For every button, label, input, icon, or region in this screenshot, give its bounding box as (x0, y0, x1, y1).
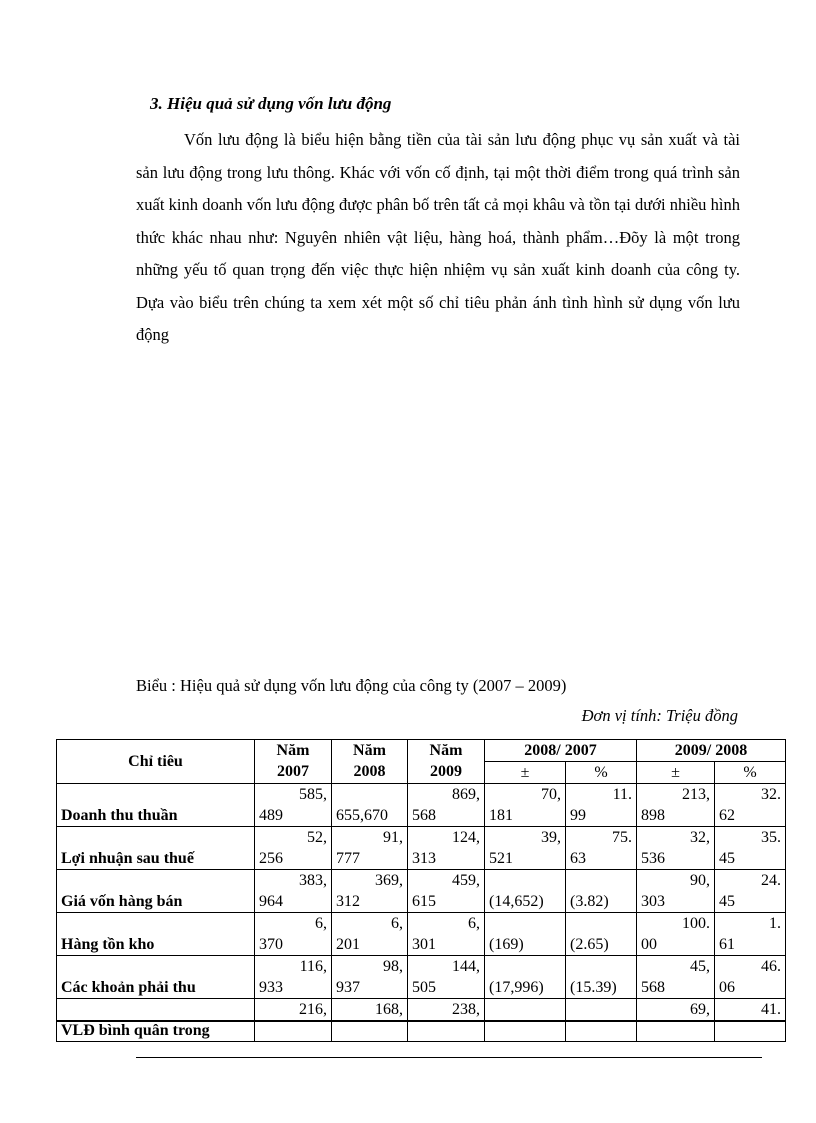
cell-line-2: 898 (641, 807, 666, 824)
cell-line-2: 256 (259, 850, 283, 867)
cell-line-2: 370 (259, 936, 283, 953)
cell-line-2: 505 (412, 979, 436, 996)
table-cell (408, 870, 485, 913)
cell-line-1: 75. (612, 829, 633, 846)
cell-line-2: (3.82) (570, 893, 609, 910)
cell-line-1: 41. (761, 1001, 782, 1018)
cell-line-2: 568 (641, 979, 666, 996)
table-cell (715, 913, 786, 956)
cell-line-2: (2.65) (570, 936, 609, 953)
cell-line-1: 6, (315, 915, 327, 932)
table-cell (485, 956, 566, 999)
row-label: VLĐ bình quân trong (57, 999, 255, 1042)
table-cell (332, 999, 408, 1042)
table-cell (255, 999, 332, 1042)
cell-line-2: (15.39) (570, 979, 617, 996)
header-compare-2009-2008: 2009/ 2008 (637, 740, 786, 762)
table-cell (637, 827, 715, 870)
row-label: Lợi nhuận sau thuế (57, 827, 255, 870)
table-cell (255, 913, 332, 956)
header-year-2007 (255, 740, 332, 784)
table-cell (715, 956, 786, 999)
table-cell (332, 913, 408, 956)
cell-line-2: 568 (412, 807, 436, 824)
table-cell (637, 870, 715, 913)
table-cell (332, 956, 408, 999)
header-year-2008 (332, 740, 408, 784)
table-cell (566, 913, 637, 956)
table-cell (332, 827, 408, 870)
cell-line-1: 69, (690, 1001, 711, 1018)
subheader-percent-1: % (566, 762, 637, 784)
table-cell (485, 784, 566, 827)
table-cell (637, 956, 715, 999)
cell-line-2 (570, 1020, 632, 1041)
cell-line-1 (570, 913, 632, 934)
header-compare-2008-2007: 2008/ 2007 (485, 740, 637, 762)
cell-line-1: 213, (682, 786, 711, 803)
table-cell (566, 956, 637, 999)
section-heading: 3. Hiệu quả sử dụng vốn lưu động (150, 94, 392, 113)
cell-line-1 (489, 870, 561, 891)
cell-line-2: 06 (719, 979, 736, 996)
footer-divider (136, 1057, 762, 1058)
cell-line-1: 585, (299, 786, 327, 803)
table-cell (408, 956, 485, 999)
cell-line-2: (17,996) (489, 979, 544, 996)
header-indicator: Chỉ tiêu (57, 740, 255, 784)
cell-line-1 (570, 870, 632, 891)
table-cell (485, 870, 566, 913)
table-caption: Biểu : Hiệu quả sử dụng vốn lưu động của công ty (2007 – 2009) (136, 676, 567, 695)
cell-line-2: 489 (259, 807, 283, 824)
table-cell (715, 827, 786, 870)
table-cell (408, 784, 485, 827)
cell-line-2 (719, 1020, 781, 1041)
cell-line-2: (14,652) (489, 893, 544, 910)
header-year-2009-value: 2009 (430, 763, 462, 780)
cell-line-2: 63 (570, 850, 586, 867)
unit-note: Đơn vị tính: Triệu đồng (581, 706, 738, 725)
cell-line-2: 536 (641, 850, 666, 867)
cell-line-2: 615 (412, 893, 436, 910)
cell-line-2 (412, 1020, 480, 1041)
cell-line-1: 100. (682, 915, 711, 932)
row-label: Giá vốn hàng bán (57, 870, 255, 913)
cell-line-1: 6, (468, 915, 480, 932)
table-cell (408, 999, 485, 1042)
table-cell (332, 870, 408, 913)
table-cell (408, 913, 485, 956)
cell-line-1 (489, 999, 561, 1020)
cell-line-1: 98, (383, 958, 403, 975)
cell-line-1: 11. (612, 786, 633, 803)
cell-line-2 (489, 1020, 561, 1041)
table-cell (715, 870, 786, 913)
cell-line-1: 32, (690, 829, 711, 846)
cell-line-2: 313 (412, 850, 436, 867)
cell-line-2: 62 (719, 807, 736, 824)
table-row (57, 956, 786, 999)
cell-line-2: 301 (412, 936, 436, 953)
cell-line-1: 1. (769, 915, 782, 932)
cell-line-1: 91, (383, 829, 403, 846)
cell-line-1: 144, (452, 958, 480, 975)
table-row (57, 913, 786, 956)
table-row (57, 870, 786, 913)
cell-line-2 (641, 1020, 710, 1041)
table-row (57, 827, 786, 870)
table-cell (408, 827, 485, 870)
cell-line-2: 937 (336, 979, 360, 996)
table-body (57, 784, 786, 1042)
cell-line-1 (489, 913, 561, 934)
cell-line-1 (336, 784, 403, 805)
cell-line-2: (169) (489, 936, 524, 953)
table-cell (255, 784, 332, 827)
table-cell (637, 999, 715, 1042)
cell-line-1: 216, (299, 1001, 327, 1018)
subheader-change-1: ± (485, 762, 566, 784)
header-year-2009-word: Năm (429, 742, 463, 759)
cell-line-1: 168, (375, 1001, 403, 1018)
cell-line-1 (570, 999, 632, 1020)
cell-line-1: 39, (541, 829, 561, 846)
row-label: Doanh thu thuần (57, 784, 255, 827)
cell-line-2: 933 (259, 979, 283, 996)
cell-line-2: 521 (489, 850, 513, 867)
subheader-percent-2: % (715, 762, 786, 784)
cell-line-2: 99 (570, 807, 586, 824)
cell-line-2 (259, 1020, 327, 1041)
cell-line-2: 45 (719, 893, 736, 910)
cell-line-2: 964 (259, 893, 283, 910)
header-year-2008-word: Năm (353, 742, 386, 759)
table-cell (485, 999, 566, 1042)
table-cell (637, 913, 715, 956)
cell-line-1: 459, (452, 872, 480, 889)
table-cell (566, 784, 637, 827)
cell-line-1: 6, (391, 915, 403, 932)
table-header-row (57, 740, 786, 762)
body-paragraph: Vốn lưu động là biểu hiện bằng tiền của tài sản lưu động phục vụ sản xuất và tài sản lưu động trong lưu thông. Khác với vốn cố định, tại một thời điểm trong quá trình sản xuất kinh doanh vốn lưu động được phân bố trên tất cả mọi khâu và tồn tại dưới nhiều hình thức khác nhau như: Nguyên nhiên vật liệu, hàng hoá, thành phẩm…Đõy là một trong những yếu tố quan trọng đến việc thực hiện nhiệm vụ sản xuất kinh doanh của công ty. Dựa vào biểu trên chúng ta xem xét một số chỉ tiêu phản ánh tình hình sử dụng vốn lưu động (136, 130, 740, 344)
efficiency-table-container (56, 739, 785, 1039)
row-label: Các khoản phải thu (57, 956, 255, 999)
header-year-2009 (408, 740, 485, 784)
cell-line-1: 24. (761, 872, 782, 889)
cell-line-1: 45, (690, 958, 711, 975)
table-cell (715, 784, 786, 827)
cell-line-2: 61 (719, 936, 736, 953)
cell-line-1: 383, (299, 872, 327, 889)
cell-line-1 (570, 956, 632, 977)
row-label: Hàng tồn kho (57, 913, 255, 956)
cell-line-1: 70, (541, 786, 561, 803)
cell-line-2: 181 (489, 807, 513, 824)
efficiency-table (56, 739, 786, 1042)
cell-line-2 (336, 1020, 403, 1041)
table-cell (485, 827, 566, 870)
cell-line-2: 201 (336, 936, 360, 953)
table-cell (485, 913, 566, 956)
cell-line-2: 45 (719, 850, 736, 867)
cell-line-1: 35. (761, 829, 782, 846)
cell-line-2: 303 (641, 893, 666, 910)
cell-line-1: 124, (452, 829, 480, 846)
table-cell (255, 827, 332, 870)
cell-line-2: 777 (336, 850, 360, 867)
table-cell (255, 870, 332, 913)
table-cell (566, 870, 637, 913)
table-cell (255, 956, 332, 999)
header-year-2008-value: 2008 (353, 763, 386, 780)
cell-line-1: 238, (452, 1001, 480, 1018)
cell-line-1 (489, 956, 561, 977)
header-year-2007-word: Năm (276, 742, 310, 759)
table-row (57, 784, 786, 827)
table-cell (637, 784, 715, 827)
cell-line-1: 52, (307, 829, 327, 846)
table-row (57, 999, 786, 1042)
cell-line-1: 869, (452, 786, 480, 803)
cell-line-2: 312 (336, 893, 360, 910)
cell-line-1: 46. (761, 958, 782, 975)
table-cell (566, 999, 637, 1042)
header-year-2007-value: 2007 (277, 763, 309, 780)
cell-line-1: 32. (761, 786, 782, 803)
table-cell (715, 999, 786, 1042)
cell-line-1: 369, (375, 872, 403, 889)
cell-line-2: 00 (641, 936, 658, 953)
table-cell (566, 827, 637, 870)
cell-line-1: 90, (690, 872, 711, 889)
subheader-change-2: ± (637, 762, 715, 784)
cell-line-2: 655,670 (336, 807, 388, 824)
cell-line-1: 116, (299, 958, 327, 975)
table-cell (332, 784, 408, 827)
